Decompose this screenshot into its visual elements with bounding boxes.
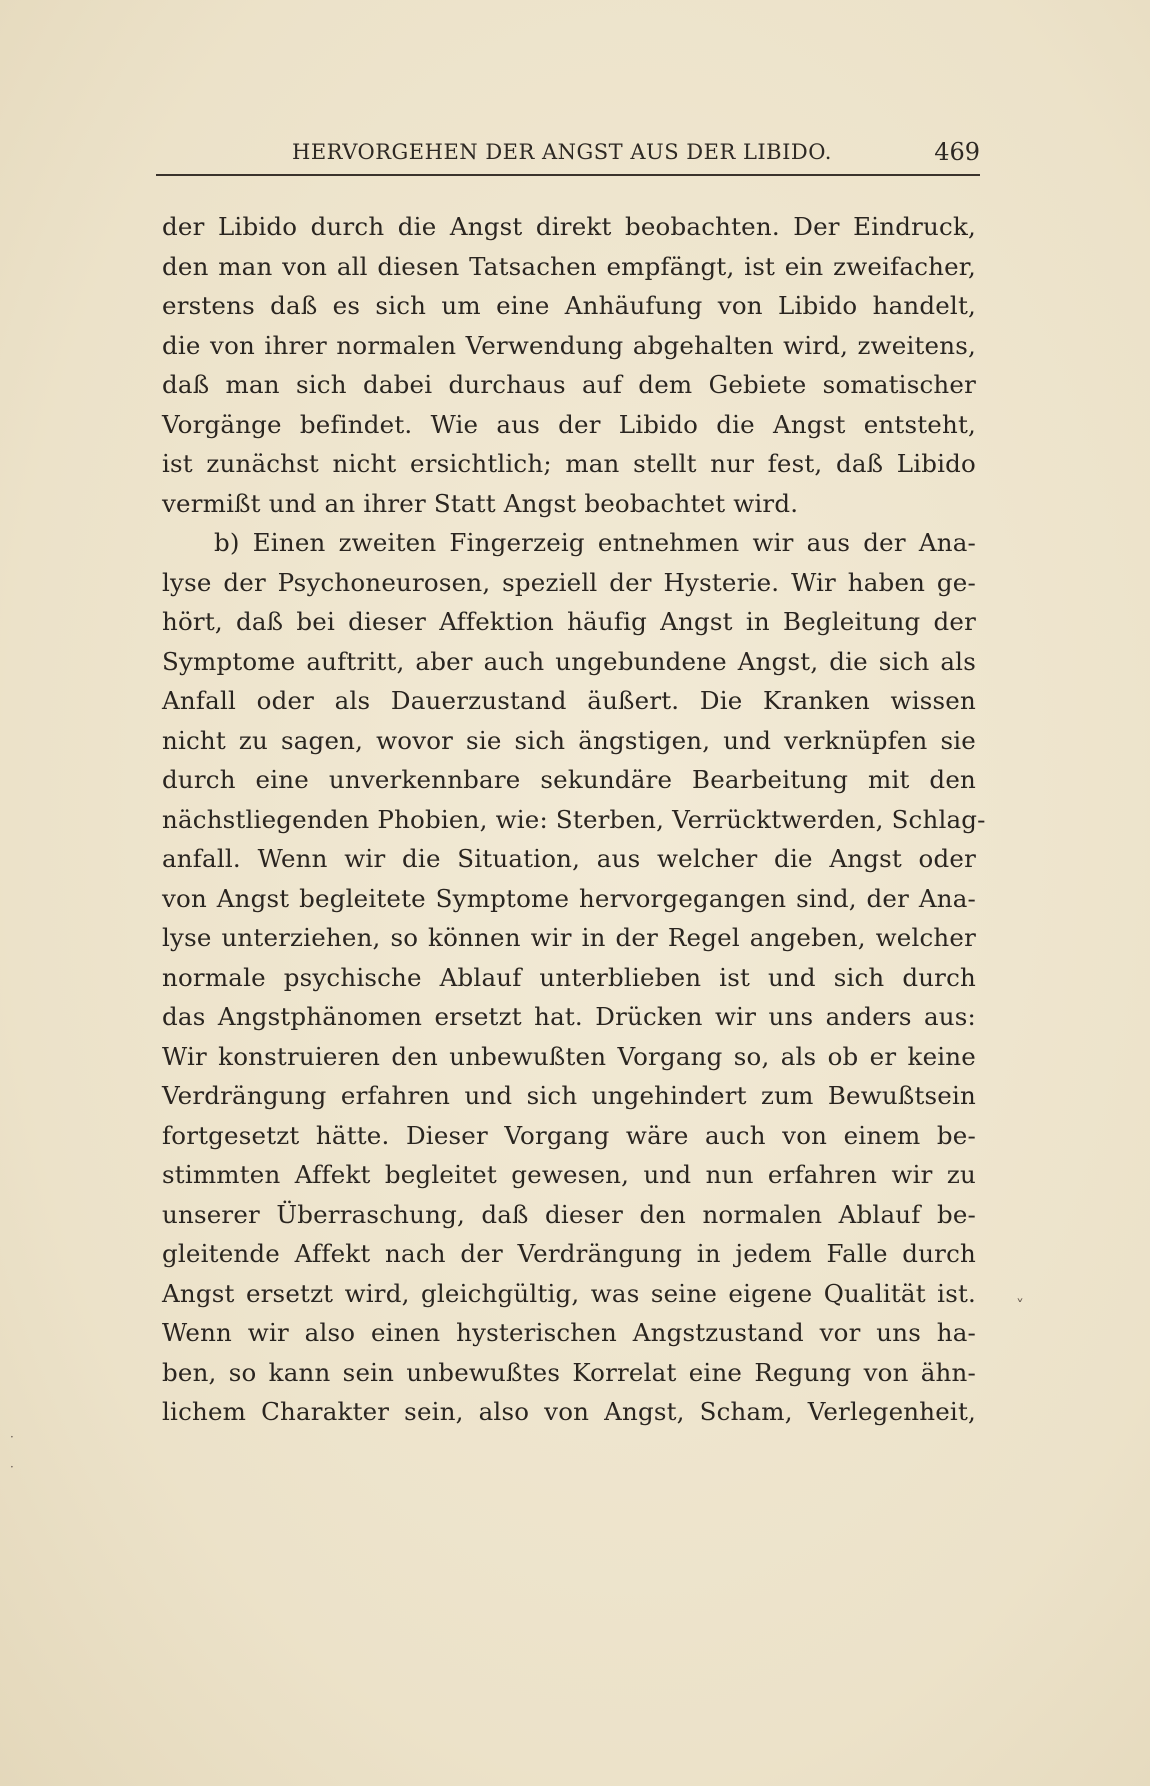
- text-line: b) Einen zweiten Fingerzeig entnehmen wir aus der Ana-: [214, 528, 976, 557]
- text-line: den man von all diesen Tatsachen empfängt, ist ein zweifacher,: [162, 251, 976, 281]
- text-line: das Angstphänomen ersetzt hat. Drücken wir uns anders aus:: [162, 1002, 976, 1031]
- text-line: die von ihrer normalen Verwendung abgehalten wird, zweitens,: [162, 330, 976, 360]
- margin-pencil-mark: ˅: [1016, 1296, 1024, 1315]
- text-line: nächstliegenden Phobien, wie: Sterben, Verrücktwerden, Schlag-: [162, 804, 986, 834]
- text-line: erstens daß es sich um eine Anhäufung von Libido handelt,: [162, 291, 976, 320]
- text-line: normale psychische Ablauf unterblieben ist und sich durch: [162, 962, 976, 992]
- text-line: ben, so kann sein unbewußtes Korrelat eine Regung von ähn-: [162, 1357, 976, 1387]
- text-line: Angst ersetzt wird, gleichgültig, was seine eigene Qualität ist.: [162, 1278, 976, 1308]
- text-line: lichem Charakter sein, also von Angst, Scham, Verlegenheit,: [162, 1397, 976, 1426]
- text-line: unserer Überraschung, daß dieser den normalen Ablauf be-: [162, 1199, 976, 1229]
- page-header: [156, 136, 980, 176]
- margin-speck: ·: [10, 1430, 14, 1444]
- margin-speck: ·: [10, 1460, 14, 1474]
- text-line: vermißt und an ihrer Statt Angst beobachtet wird.: [162, 488, 799, 518]
- text-line: Vorgänge befindet. Wie aus der Libido die Angst entsteht,: [162, 409, 976, 439]
- text-line: daß man sich dabei durchaus auf dem Gebiete somatischer: [162, 370, 976, 399]
- page-number: 469: [934, 138, 980, 166]
- text-line: lyse der Psychoneurosen, speziell der Hysterie. Wir haben ge-: [162, 567, 976, 597]
- text-line: Verdrängung erfahren und sich ungehindert zum Bewußtsein: [162, 1081, 976, 1110]
- text-line: lyse unterziehen, so können wir in der Regel angeben, welcher: [162, 923, 976, 952]
- text-line: stimmten Affekt begleitet gewesen, und nun erfahren wir zu: [162, 1160, 976, 1189]
- text-line: nicht zu sagen, wovor sie sich ängstigen, und verknüpfen sie: [162, 725, 976, 755]
- text-line: ist zunächst nicht ersichtlich; man stellt nur fest, daß Libido: [162, 449, 976, 478]
- text-line: Symptome auftritt, aber auch ungebundene Angst, die sich als: [162, 646, 976, 676]
- body-text: [162, 207, 986, 1432]
- text-line: Wenn wir also einen hysterischen Angstzustand vor uns ha-: [162, 1318, 976, 1347]
- header-rule: [156, 174, 980, 176]
- text-line: der Libido durch die Angst direkt beobachten. Der Eindruck,: [162, 212, 976, 241]
- text-line: fortgesetzt hätte. Dieser Vorgang wäre auch von einem be-: [162, 1120, 976, 1150]
- text-line: Wir konstruieren den unbewußten Vorgang so, als ob er keine: [162, 1041, 976, 1071]
- text-line: durch eine unverkennbare sekundäre Bearbeitung mit den: [162, 765, 976, 794]
- text-line: gleitende Affekt nach der Verdrängung in jedem Falle durch: [162, 1239, 976, 1268]
- text-line: Anfall oder als Dauerzustand äußert. Die Kranken wissen: [162, 686, 976, 715]
- text-line: von Angst begleitete Symptome hervorgegangen sind, der Ana-: [162, 883, 976, 913]
- running-title: HERVORGEHEN DER ANGST AUS DER LIBIDO.: [292, 140, 832, 164]
- text-line: anfall. Wenn wir die Situation, aus welcher die Angst oder: [162, 844, 976, 873]
- text-line: hört, daß bei dieser Affektion häufig Angst in Begleitung der: [162, 607, 976, 636]
